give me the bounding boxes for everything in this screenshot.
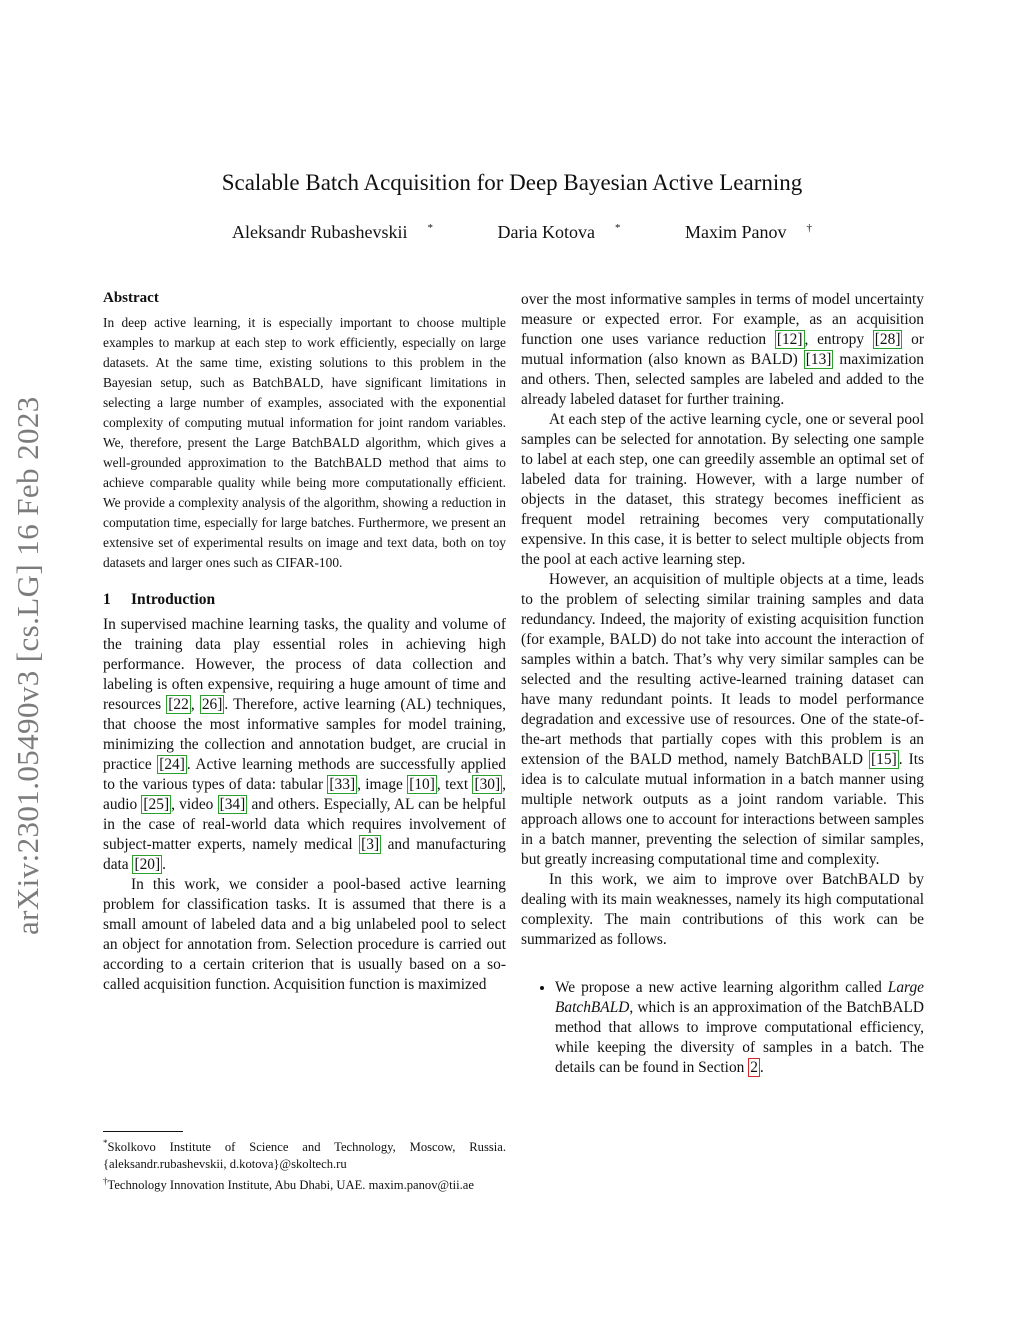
section-link[interactable]: 2: [750, 1059, 758, 1076]
footnote: [103, 1173, 506, 1194]
citation-link[interactable]: [15]: [871, 751, 897, 768]
citation-link[interactable]: [10]: [409, 776, 435, 793]
section-number: 1: [103, 591, 111, 608]
text-run: In supervised machine learning tasks, the quality and volume of the training data play essential roles in achieving high performance. However, the process of data collection and labeling is often expensive, requiring a huge amount of time and resources: [103, 616, 506, 713]
citation-link[interactable]: [22: [168, 696, 189, 713]
intro-paragraph-6: In this work, we aim to improve over BatchBALD by dealing with its main weaknesses, namely its high computational complexity. The main contributions of this work can be summarized as follows.: [521, 871, 924, 948]
citation-link[interactable]: [34]: [219, 796, 246, 813]
right-column: [521, 290, 924, 1078]
contributions-list: [521, 978, 924, 1078]
footnote: [103, 1135, 506, 1173]
text-run: . Therefore, active learning (AL) techniques, that choose the most informative samples for model training, minimizing the collection and annotation budget, are crucial in practice: [103, 696, 506, 773]
text-run: However, an acquisition of multiple objects at a time, leads to the problem of selecting similar training samples and data redundancy. Indeed, the majority of existing acquisition function (for example, BALD) do not take into account the interaction of samples within a batch. That’s why very similar samples can be selected and the resulting active-learned training dataset can have many redundant points. It leads to model performance degradation and excessive use of resources. One of the state-of-the-art methods that partially copes with this problem is an extension of the BALD method, namely BatchBALD: [521, 571, 924, 768]
footnote-text: Technology Innovation Institute, Abu Dhabi, UAE. maxim.panov@tii.ae: [107, 1178, 474, 1193]
text-run: .: [759, 1059, 764, 1076]
method-name: Large BatchBALD: [555, 979, 924, 1016]
author-name: Maxim Panov: [684, 222, 787, 242]
text-run: , video: [171, 796, 218, 813]
footnote-rule: [103, 1131, 183, 1132]
citation-link[interactable]: [20]: [134, 856, 161, 873]
left-column: [103, 290, 506, 995]
author: [212, 222, 433, 243]
text-run: We propose a new active learning algorithm called: [555, 979, 888, 996]
text-run: ,: [190, 696, 200, 713]
text-run: , entropy: [804, 331, 873, 348]
text-run: .: [162, 856, 166, 873]
section-title: Introduction: [131, 591, 216, 608]
citation-link[interactable]: [30]: [474, 776, 501, 793]
text-run: . Active learning methods are successfully applied to the various types of data: tabular: [103, 756, 507, 793]
abstract-text: In deep active learning, it is especially important to choose multiple examples to markup at each step to work efficiently, especially on large datasets. At the same time, existing solutions to this problem in the Bayesian setup, such as BatchBALD, have significant limitations in selecting a large number of examples, associated with the exponential complexity of computing mutual information for joint random variables. We, therefore, present the Large BatchBALD algorithm, which gives a well-grounded approximation to the BatchBALD method that aims to achieve comparable quality while being more computationally efficient. We provide a complexity analysis of the algorithm, showing a reduction in computation time, especially for large batches. Furthermore, we present an extensive set of experimental results on image and text data, both on toy datasets and larger ones such as CIFAR-100.: [103, 315, 506, 570]
intro-paragraph-3: [521, 290, 924, 410]
citation-link[interactable]: [3]: [361, 836, 380, 853]
text-run: , audio: [103, 776, 506, 813]
intro-paragraph-2: In this work, we consider a pool-based active learning problem for classification tasks. It is assumed that there is a small amount of labeled data and a big unlabeled pool to select an object for annotation from. Selection procedure is carried out according to a certain criterion that is usually based on a so-called acquisition function. Acquisition function is maximized: [103, 876, 506, 993]
footnote-text: Skolkovo Institute of Science and Technology, Moscow, Russia. {aleksandr.rubashevskii, d.kotova}@skoltech.ru: [103, 1140, 506, 1172]
intro-paragraph-4: At each step of the active learning cycle, one or several pool samples can be selected for annotation. By selecting one sample to label at each step, one can greedily assemble an optimal set of labeled data for training. However, with a large number of objects in the dataset, this strategy becomes inefficient as frequent model retraining becomes very computationally expensive. In this case, it is better to select multiple objects from the pool at each active learning step.: [521, 411, 924, 568]
footnote-mark: †: [103, 1176, 108, 1187]
list-item: [555, 978, 924, 1078]
author-mark: †: [806, 222, 812, 234]
text-run: , which is an approximation of the BatchBALD method that allows to improve computational efficiency, while keeping the diversity of samples in a batch. The details can be found in Section: [555, 999, 924, 1076]
author: [478, 222, 621, 243]
author-mark: *: [427, 222, 433, 234]
text-run: and others. Especially, AL can be helpful in the case of real-world data which requires involvement of subject-matter experts, namely medical: [103, 796, 506, 853]
citation-link[interactable]: [25]: [143, 796, 170, 813]
paper-title: Scalable Batch Acquisition for Deep Bayesian Active Learning: [221, 170, 803, 195]
text-run: or mutual information (also known as BALD): [521, 331, 924, 368]
author: [665, 222, 812, 243]
section-heading-introduction: [103, 591, 506, 609]
text-run: , image: [357, 776, 408, 793]
citation-link[interactable]: 26]: [201, 696, 223, 713]
footnotes: [103, 1131, 506, 1194]
intro-paragraph-1: [103, 615, 506, 875]
text-run: over the most informative samples in terms of model uncertainty measure or expected error. For example, as an acquisition function one uses variance reduction: [521, 291, 924, 348]
citation-link[interactable]: [24]: [159, 756, 185, 773]
author-name: Aleksandr Rubashevskii: [232, 222, 408, 242]
author-name: Daria Kotova: [497, 222, 595, 242]
author-mark: *: [614, 222, 621, 234]
citation-link[interactable]: [33]: [329, 776, 356, 793]
citation-link[interactable]: [13]: [805, 351, 832, 368]
text-run: and manufacturing data: [103, 836, 506, 873]
intro-paragraph-5: [521, 570, 924, 870]
text-run: . Its idea is to calculate mutual information in a batch manner using multiple network outputs as a joint random variable. This approach allows one to account for interactions between samples in a batch manner, preventing the selection of similar samples, but greatly increasing computational time and complexity.: [521, 751, 925, 868]
citation-link[interactable]: [12]: [776, 331, 803, 348]
citation-link[interactable]: [28]: [874, 331, 901, 348]
abstract-heading: Abstract: [103, 290, 159, 306]
footnote-mark: *: [103, 1138, 108, 1148]
text-run: , text: [436, 776, 473, 793]
author-list: [100, 222, 924, 243]
text-run: maximization and others. Then, selected samples are labeled and added to the already labeled dataset for further training.: [521, 351, 924, 408]
arxiv-identifier[interactable]: arXiv:2301.05490v3 [cs.LG] 16 Feb 2023: [10, 396, 45, 935]
